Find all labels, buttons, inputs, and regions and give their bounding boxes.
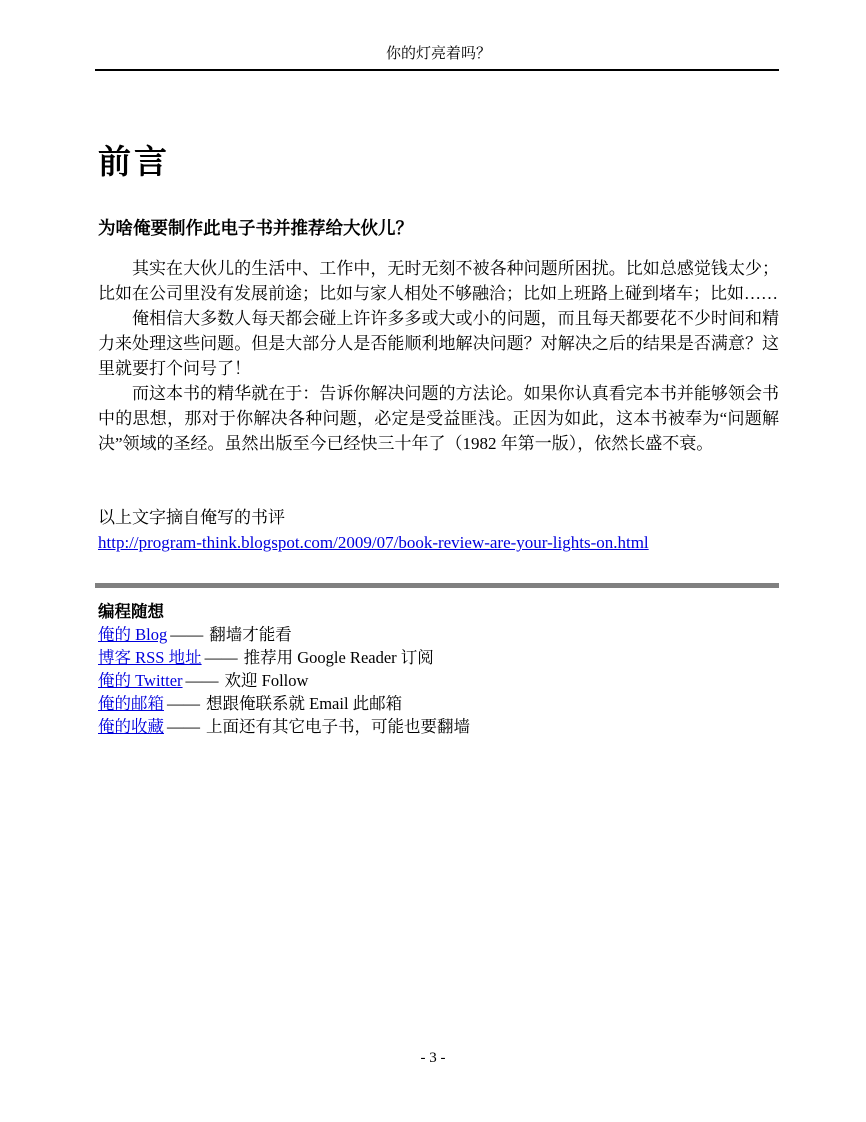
author-link-item	[98, 646, 779, 669]
source-note: 以上文字摘自俺写的书评	[98, 508, 285, 527]
author-link-item	[98, 692, 779, 715]
paragraph-1: 其实在大伙儿的生活中、工作中，无时无刻不被各种问题所困扰。比如总感觉钱太少；比如在公司里没有发展前途；比如与家人相处不够融洽；比如上班路上碰到堵车；比如……	[98, 259, 779, 303]
section-heading-why-ebook: 为啥俺要制作此电子书并推荐给大伙儿？	[98, 218, 413, 238]
favorites-link[interactable]: 俺的收藏	[98, 717, 164, 736]
blog-link[interactable]: 俺的 Blog	[98, 625, 168, 644]
source-block	[98, 505, 779, 555]
header-rule	[95, 69, 779, 71]
rss-link[interactable]: 博客 RSS 地址	[98, 648, 202, 667]
book-review-link[interactable]: http://program-think.blogspot.com/2009/07/book-review-are-your-lights-on.html	[98, 533, 649, 552]
dash-separator: ——	[167, 694, 200, 713]
page-number: - 3 -	[420, 1050, 446, 1066]
paragraph-3: 而这本书的精华就在于：告诉你解决问题的方法论。如果你认真看完本书并能够领会书中的思想，那对于你解决各种问题，必定是受益匪浅。正因为如此，这本书被奉为“问题解决”领域的圣经。虽然出版至今已经快三十年了（1982 年第一版），依然长盛不衰。	[98, 384, 779, 453]
dash-separator: ——	[167, 717, 200, 736]
link-description: 上面还有其它电子书，可能也要翻墙	[206, 717, 470, 736]
author-link-item	[98, 669, 779, 692]
dash-separator: ——	[170, 625, 204, 644]
author-section	[98, 600, 779, 738]
running-header-title: 你的灯亮着吗？	[385, 46, 491, 62]
paragraph-2: 俺相信大多数人每天都会碰上许许多多或大或小的问题，而且每天都要花不少时间和精力来处理这些问题。但是大部分人是否能顺利地解决问题？对解决之后的结果是否满意？这里就要打个问号了！	[98, 309, 779, 378]
link-description: 推荐用 Google Reader 订阅	[243, 648, 434, 667]
link-description: 翻墙才能看	[209, 625, 292, 644]
dash-separator: ——	[204, 648, 238, 667]
link-description: 想跟俺联系就 Email 此邮箱	[206, 694, 403, 713]
twitter-link[interactable]: 俺的 Twitter	[98, 671, 183, 690]
author-section-heading: 编程随想	[98, 602, 164, 621]
section-divider	[95, 583, 779, 588]
dash-separator: ——	[185, 671, 219, 690]
body-text	[98, 256, 779, 456]
page-title: 前言	[98, 145, 170, 181]
author-link-item	[98, 715, 779, 738]
email-link[interactable]: 俺的邮箱	[98, 694, 164, 713]
link-description: 欢迎 Follow	[224, 671, 309, 690]
author-link-item	[98, 623, 779, 646]
